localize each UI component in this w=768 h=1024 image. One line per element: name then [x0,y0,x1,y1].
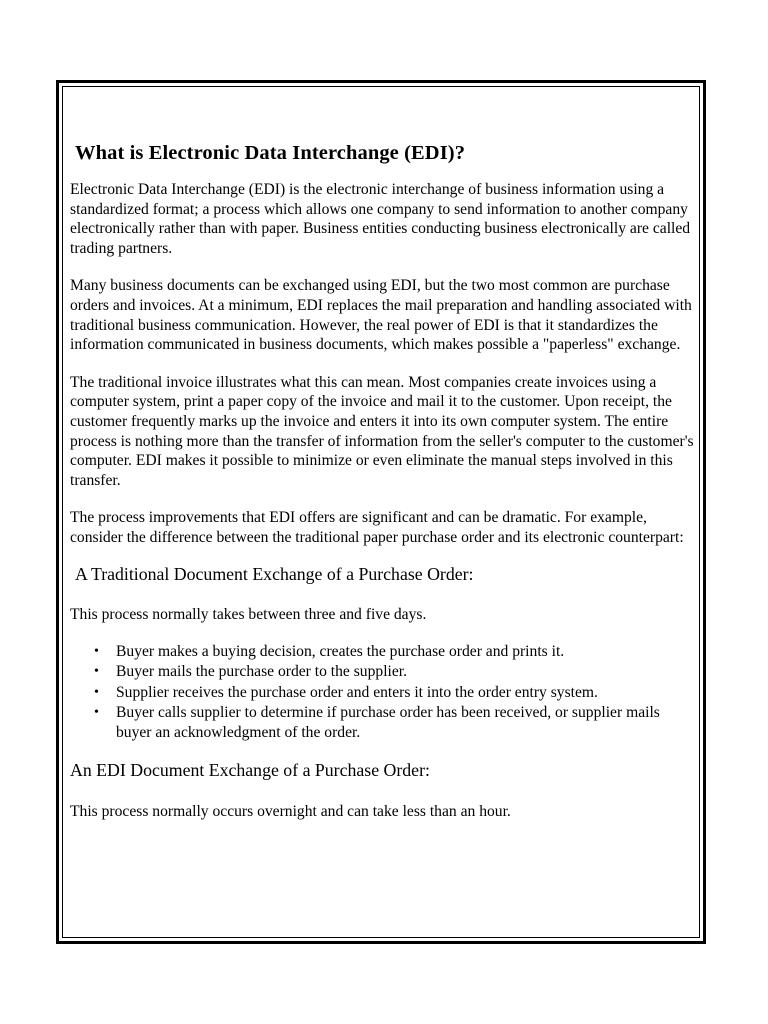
traditional-exchange-intro: This process normally takes between three and five days. [70,605,427,623]
list-item-text: Buyer mails the purchase order to the supplier. [116,663,408,681]
edi-exchange-intro: This process normally occurs overnight and can take less than an hour. [70,802,511,820]
list-item [94,683,698,703]
list-item-text: Buyer makes a buying decision, creates the purchase order and prints it. [116,643,565,661]
list-item-text: Buyer calls supplier to determine if purchase order has been received, or supplier mails buyer an acknowledgment of the order. [116,703,660,742]
list-item [94,703,698,744]
bullet-icon: • [94,684,99,700]
paragraph-process-improvements: The process improvements that EDI offers are significant and can be dramatic. For example, consider the difference between the traditional paper purchase order and its electronic counterpart: [70,509,684,546]
paragraph-traditional-invoice: The traditional invoice illustrates what this can mean. Most companies create invoices using a computer system, print a paper copy of the invoice and mail it to the customer. Upon receipt, the customer frequently marks up the invoice and enters it into its own computer system. The entire process is nothing more than the transfer of information from the seller's computer to the customer's computer. EDI makes it possible to minimize or even eliminate the manual steps involved in this transfer. [70,373,694,489]
bullet-icon: • [94,704,99,720]
list-item-text: Supplier receives the purchase order and enters it into the order entry system. [116,683,598,701]
list-item [94,642,698,662]
bullet-icon: • [94,644,99,660]
traditional-exchange-heading: A Traditional Document Exchange of a Purchase Order: [75,563,474,584]
bullet-icon: • [94,664,99,680]
list-item [94,662,698,682]
paragraph-common-documents: Many business documents can be exchanged using EDI, but the two most common are purchase orders and invoices. At a minimum, EDI replaces the mail preparation and handling associated with traditional business communication. However, the real power of EDI is that it standardizes the information communicated in business documents, which makes possible a "paperless" exchange. [70,277,692,354]
paragraph-definition: Electronic Data Interchange (EDI) is the electronic interchange of business information using a standardized format; a process which allows one company to send information to another company electronically rather than with paper. Business entities conducting business electronically are called trading partners. [70,181,691,257]
edi-exchange-heading: An EDI Document Exchange of a Purchase Order: [70,759,430,780]
traditional-steps-list [70,642,698,743]
document-title: What is Electronic Data Interchange (EDI)? [75,142,466,164]
document-body [70,138,698,821]
